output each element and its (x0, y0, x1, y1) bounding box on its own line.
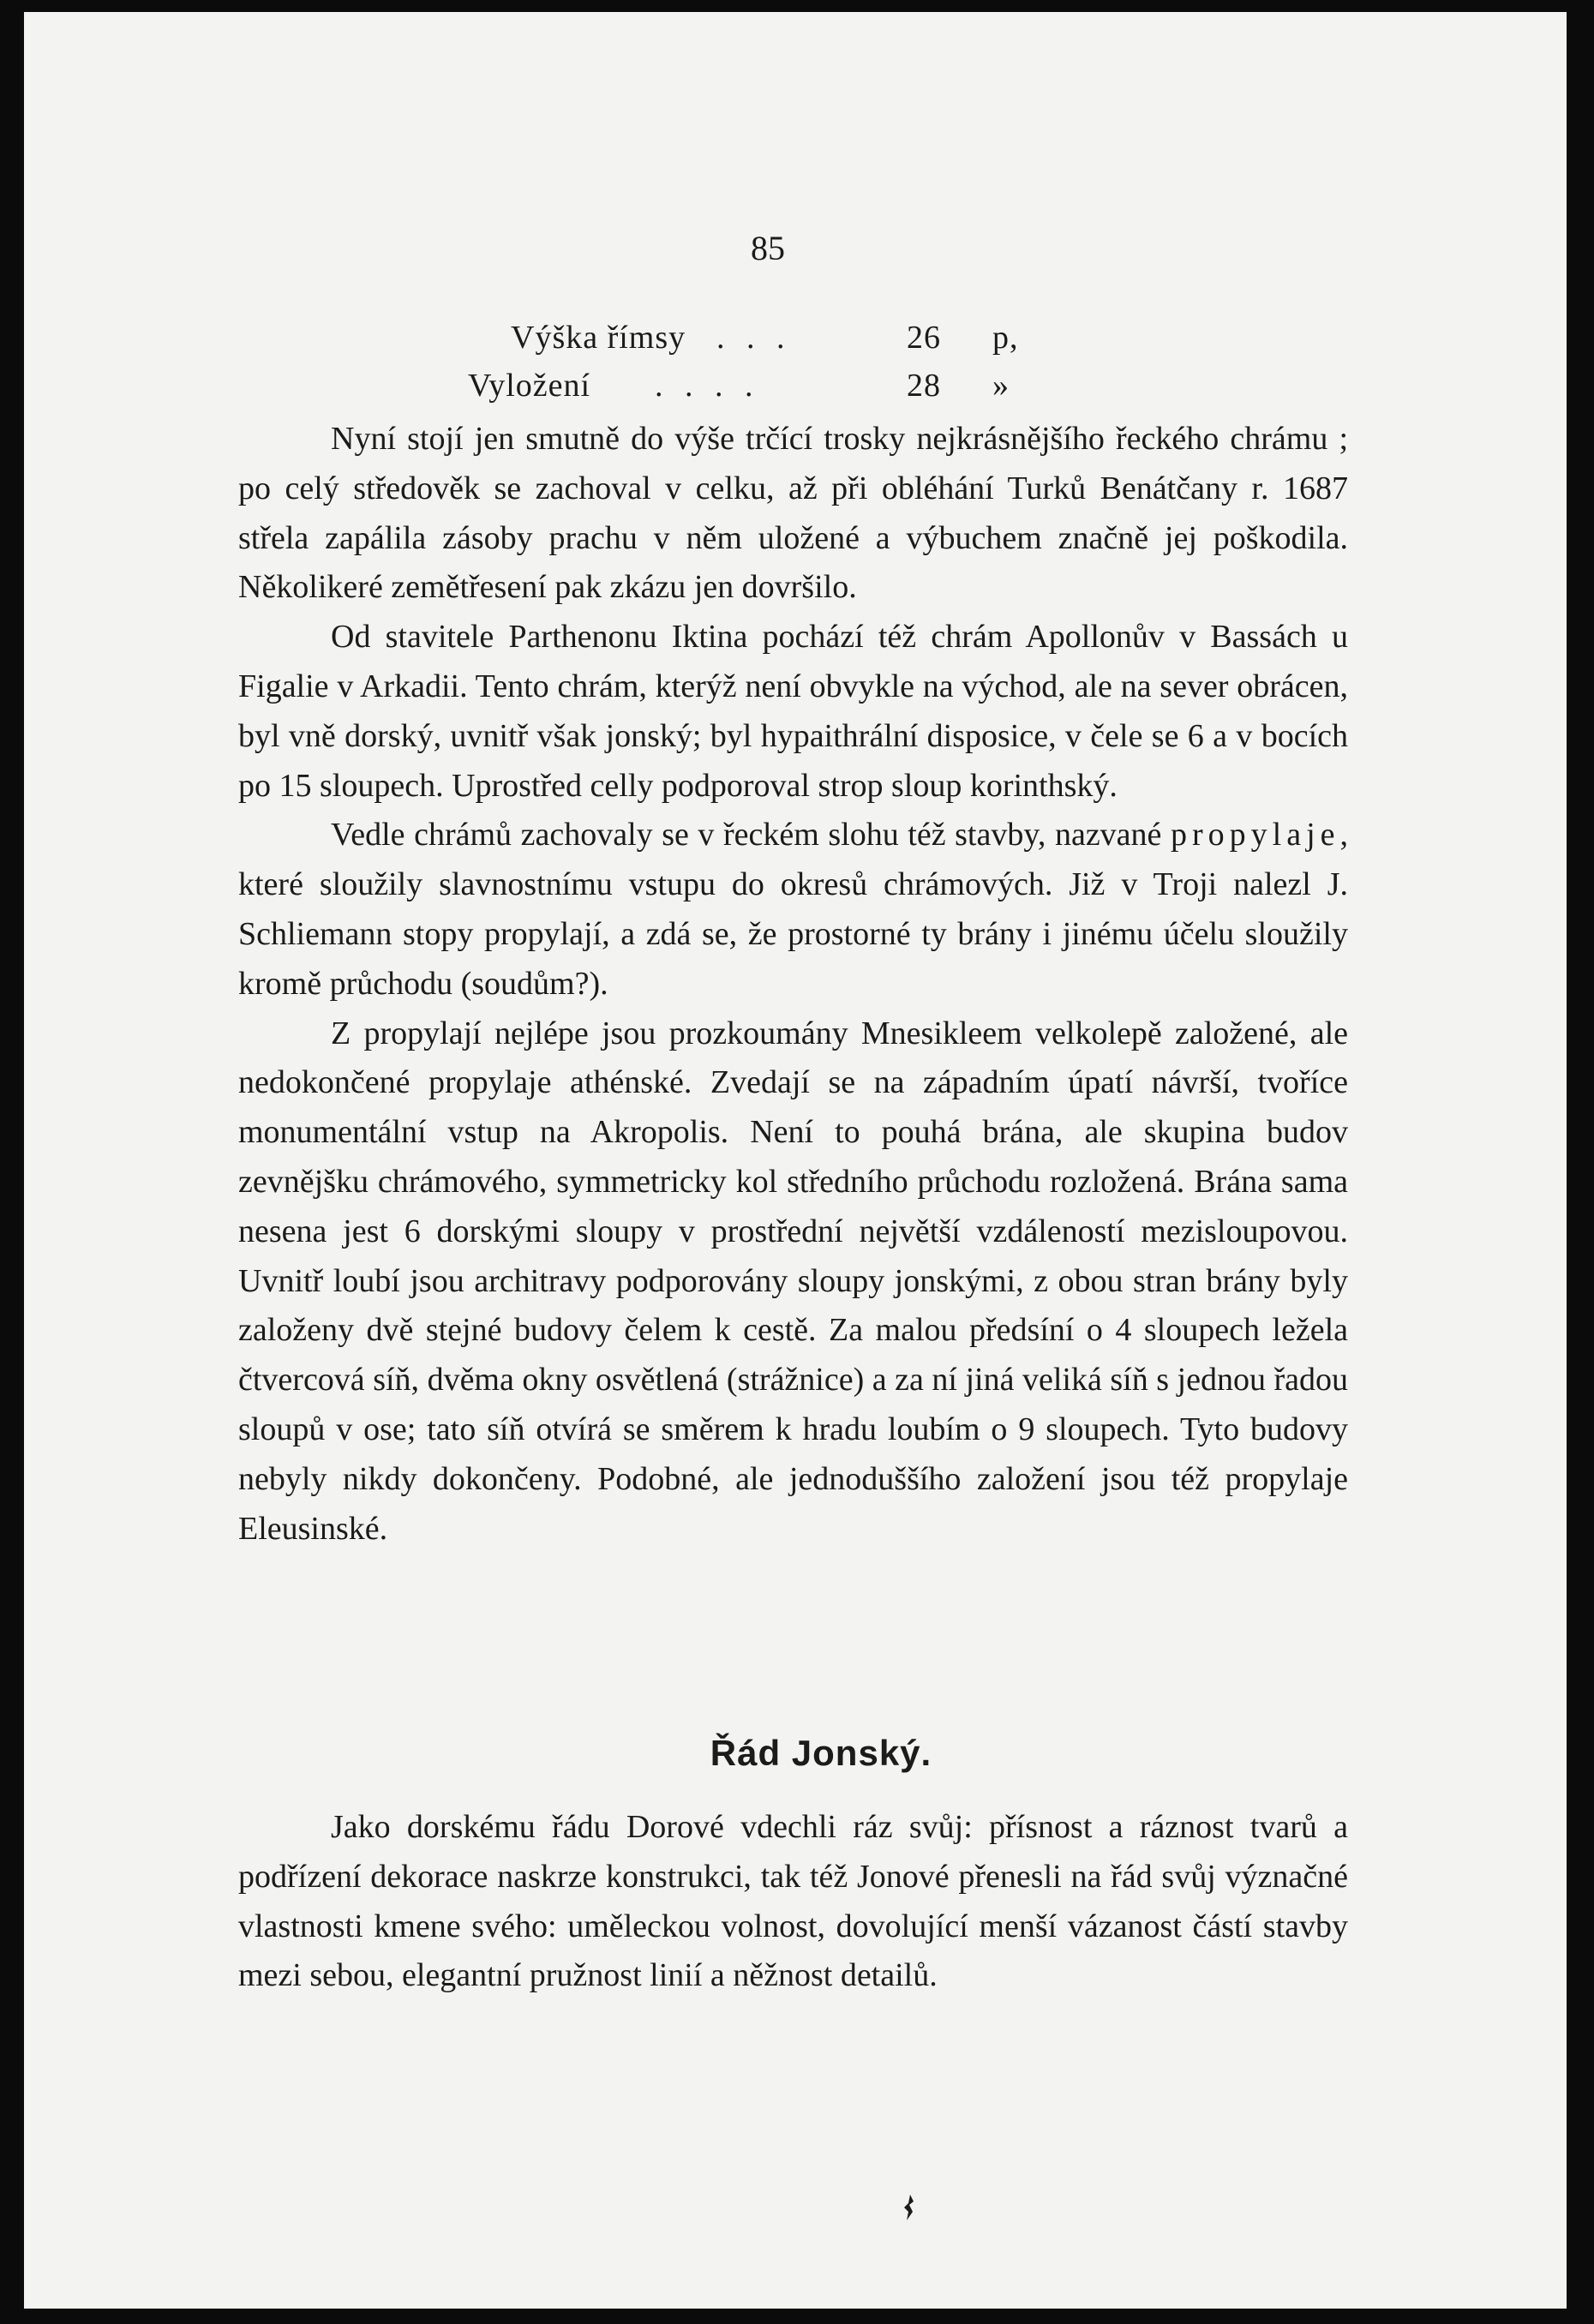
body-text-block-2 (238, 1803, 1348, 2001)
measurement-leader-dots: . . . . (655, 368, 760, 404)
paragraph-ionic-order: Jako dorskému řádu Dorové vdechli ráz svůj: přísnost a ráznost tvarů a podřízení dekorace naskrze konstrukci, tak též Jonové přenesli na řád svůj význačné vlastnosti kmene svého: uměleckou volnost, dovolující menší vázanost částí stavby mezi sebou, elegantní pružnost linií a něžnost detailů. (238, 1809, 1348, 1994)
paragraph-athenian-propylaea: Z propylají nejlépe jsou prozkoumány Mnesikleem velkolepě založené, ale nedokončené propylaje athénské. Zvedají se na západním úpatí návrší, tvoříce monumentální vstup na Akropolis. Není to pouhá brána, ale skupina budov zevnějšku chrámového, symmetricky kol středního průchodu rozložená. Brána sama nesena jest 6 dorskými sloupy v prostřední největší vzdáleností mezisloupovou. Uvnitř loubí jsou architravy podporovány sloupy jonskými, z obou stran brány byly založeny dvě stejné budovy čelem k cestě. Za malou předsíní o 4 sloupech ležela čtvercová síň, dvěma okny osvětlená (strážnice) a za ní jiná veliká síň s jednou řadou sloupů v ose; tato síň otvírá se směrem k hradu loubím o 9 sloupech. Tyto budovy nebyly nikdy dokončeny. Podobné, ale jednoduššího založení jsou též propylaje Eleusinské. (238, 1015, 1348, 1547)
measurement-unit: p, (992, 320, 1019, 356)
paragraph-temple-bassae: Od stavitele Parthenonu Iktina pochází též chrám Apollonův v Bassách u Figalie v Arkadii. Tento chrám, kterýž není obvykle na východ, ale na sever obrácen, byl vně dorský, uvnitř však jonský; byl hypaithrální disposice, v čele se 6 a v bocích po 15 sloupech. Uprostřed celly podporoval strop sloup korinthský. (238, 619, 1348, 804)
body-text-block-1 (238, 415, 1348, 1554)
measurement-value: 26 (907, 320, 941, 356)
book-page (24, 12, 1567, 2309)
ink-blot-mark (898, 2193, 920, 2222)
measurement-label: Výška římsy (511, 320, 686, 356)
measurement-leader-dots: . . . (716, 320, 792, 356)
measurement-label: Vyložení (468, 368, 591, 404)
section-heading: Řád Jonský. (710, 1733, 932, 1773)
measurement-value: 28 (907, 368, 941, 404)
paragraph-text-part: , které sloužily slavnostnímu vstupu do okresů chrámových. Již v Troji nalezl J. Schliemann stopy propylají, a zdá se, že prostorné ty brány i jinému účelu sloužily kromě průchodu (soudům?). (238, 817, 1348, 1002)
emphasized-term: propylaje (1170, 817, 1340, 854)
paragraph-text-part: Vedle chrámů zachovaly se v řeckém slohu též stavby, nazvané (331, 817, 1171, 854)
paragraph-propylaea-intro (238, 811, 1348, 1009)
page-number: 85 (751, 229, 785, 267)
measurement-unit: » (992, 368, 1010, 404)
paragraph-parthenon-ruins: Nyní stojí jen smutně do výše trčící trosky nejkrásnějšího řeckého chrámu ; po celý středověk se zachoval v celku, až při obléhání Turků Benátčany r. 1687 střela zapálila zásoby prachu v něm uložené a výbuchem značně jej poškodila. Několikeré zemětřesení pak zkázu jen dovršilo. (238, 421, 1348, 606)
